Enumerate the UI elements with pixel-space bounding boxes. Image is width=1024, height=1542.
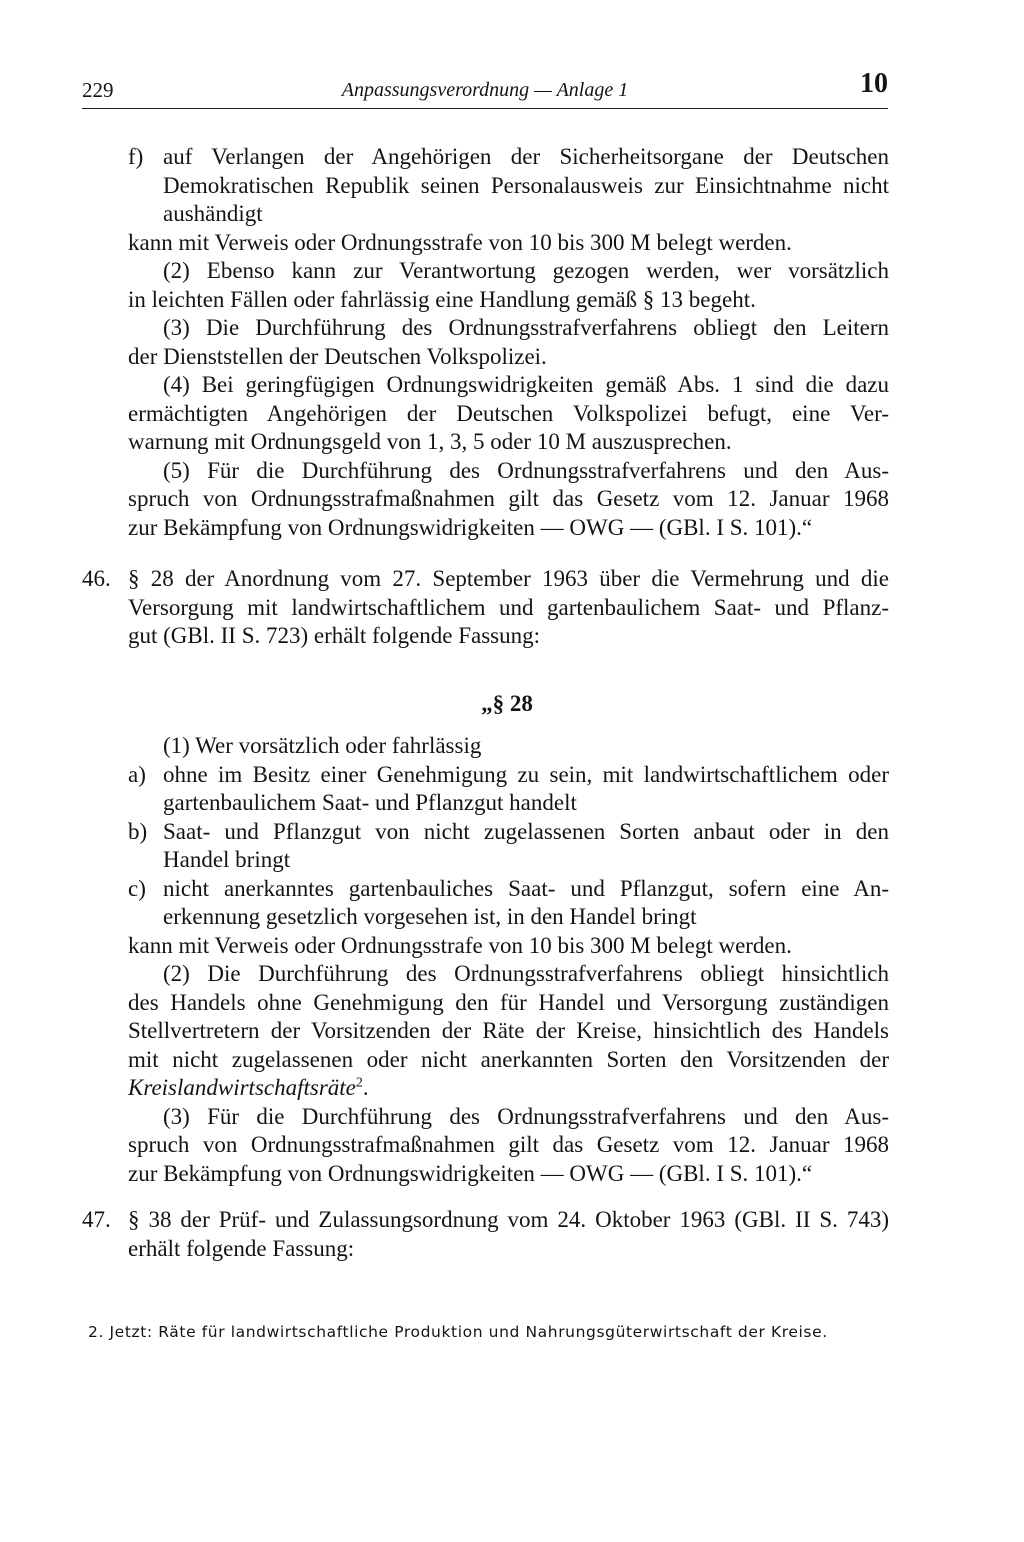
list-item-c [128,875,889,932]
text-line [128,1074,889,1103]
text-line: § 28 der Anordnung vom 27. September 1963 über die Vermehrung und die [128,566,889,591]
closing-line: kann mit Verweis oder Ordnungsstrafe von 10 bis 300 M belegt werden. [128,229,792,255]
section-heading [0,690,1024,719]
text-line: nicht anerkanntes gartenbauliches Saat- und Pflanzgut, sofern eine An- [163,875,889,901]
text-line: § 38 der Prüf- und Zulassungsordnung vom 24. Oktober 1963 (GBl. II S. 743) [128,1207,889,1232]
text-line: (1) Wer vorsätzlich oder fahrlässig [163,733,482,758]
text-line: des Handels ohne Genehmigung den für Handel und Versorgung zuständigen [128,989,889,1015]
section-heading-text: „§ 28 [481,691,533,716]
text-line: mit nicht zugelassenen oder nicht anerkannten Sorten den Vorsitzenden der [128,1046,889,1072]
italic-term: Kreislandwirtschaftsräte [128,1075,356,1100]
text-line: gut (GBl. II S. 723) erhält folgende Fassung: [128,623,541,648]
period: . [362,1075,369,1100]
list-item-b [128,818,889,875]
numbered-item-46 [82,565,889,651]
text-line: (2) Die Durchführung des Ordnungsstrafverfahrens obliegt hinsichtlich [163,961,889,986]
text-line: Handel bringt [163,847,291,872]
text-line: aushändigt [163,201,263,226]
text-line: Versorgung mit landwirtschaftlichem und gartenbaulichem Saat- und Pflanz- [128,594,889,620]
text-line: warnung mit Ordnungsgeld von 1, 3, 5 oder 10 M auszusprechen. [128,429,732,454]
top-section [128,143,889,542]
text-line: zur Bekämpfung von Ordnungswidrigkeiten — OWG — (GBl. I S. 101).“ [128,1160,813,1186]
numbered-item-47 [82,1206,889,1263]
item-number: 47. [82,1207,111,1232]
footnote: 2. Jetzt: Räte für landwirtschaftliche Produktion und Nahrungsgüterwirtschaft der Kreise. [88,1323,828,1341]
text-line: Saat- und Pflanzgut von nicht zugelassenen Sorten anbaut oder in den [163,818,889,844]
list-label: a) [128,761,146,787]
list-label: f) [128,144,144,169]
text-line: zur Bekämpfung von Ordnungswidrigkeiten — OWG — (GBl. I S. 101).“ [128,514,813,540]
text-line: ohne im Besitz einer Genehmigung zu sein, mit landwirtschaftlichem oder [163,761,889,787]
page-number: 229 [82,78,114,102]
text-line: (3) Für die Durchführung des Ordnungsstrafverfahrens und den Aus- [163,1103,889,1129]
section-28-body [128,732,889,1188]
list-item-f [128,143,889,229]
text-line: der Dienststellen der Deutschen Volkspolizei. [128,343,547,369]
text-line: ermächtigten Angehörigen der Deutschen Volkspolizei befugt, eine Ver- [128,400,889,426]
closing-line: kann mit Verweis oder Ordnungsstrafe von 10 bis 300 M belegt werden. [128,932,792,958]
text-line: spruch von Ordnungsstrafmaßnahmen gilt das Gesetz vom 12. Januar 1968 [128,486,889,511]
footnote-ref[interactable]: 2 [355,1075,363,1091]
section-number: 10 [860,68,888,99]
text-line: in leichten Fällen oder fahrlässig eine Handlung gemäß § 13 begeht. [128,286,756,312]
text-line: Stellvertretern der Vorsitzenden der Räte der Kreise, hinsichtlich des Handels [128,1018,889,1043]
text-line: (5) Für die Durchführung des Ordnungsstrafverfahrens und den Aus- [163,457,889,483]
text-line: spruch von Ordnungsstrafmaßnahmen gilt das Gesetz vom 12. Januar 1968 [128,1132,889,1157]
text-line: erkennung gesetzlich vorgesehen ist, in den Handel bringt [163,904,697,929]
running-title: Anpassungsverordnung — Anlage 1 [341,79,629,101]
text-line: erhält folgende Fassung: [128,1235,355,1261]
text-line: (2) Ebenso kann zur Verantwortung gezogen werden, wer vorsätzlich [163,258,889,283]
text-line: gartenbaulichem Saat- und Pflanzgut handelt [163,790,577,815]
list-label: b) [128,818,148,844]
text-line: Demokratischen Republik seinen Personalausweis zur Einsichtnahme nicht [163,172,889,198]
list-label: c) [128,875,146,901]
text-line: auf Verlangen der Angehörigen der Sicherheitsorgane der Deutschen [163,144,889,169]
text-line: (4) Bei geringfügigen Ordnungswidrigkeiten gemäß Abs. 1 sind die dazu [163,372,889,397]
running-header [82,68,888,109]
list-item-a [128,761,889,818]
item-number: 46. [82,566,111,591]
text-line: (3) Die Durchführung des Ordnungsstrafverfahrens obliegt den Leitern [163,315,889,340]
